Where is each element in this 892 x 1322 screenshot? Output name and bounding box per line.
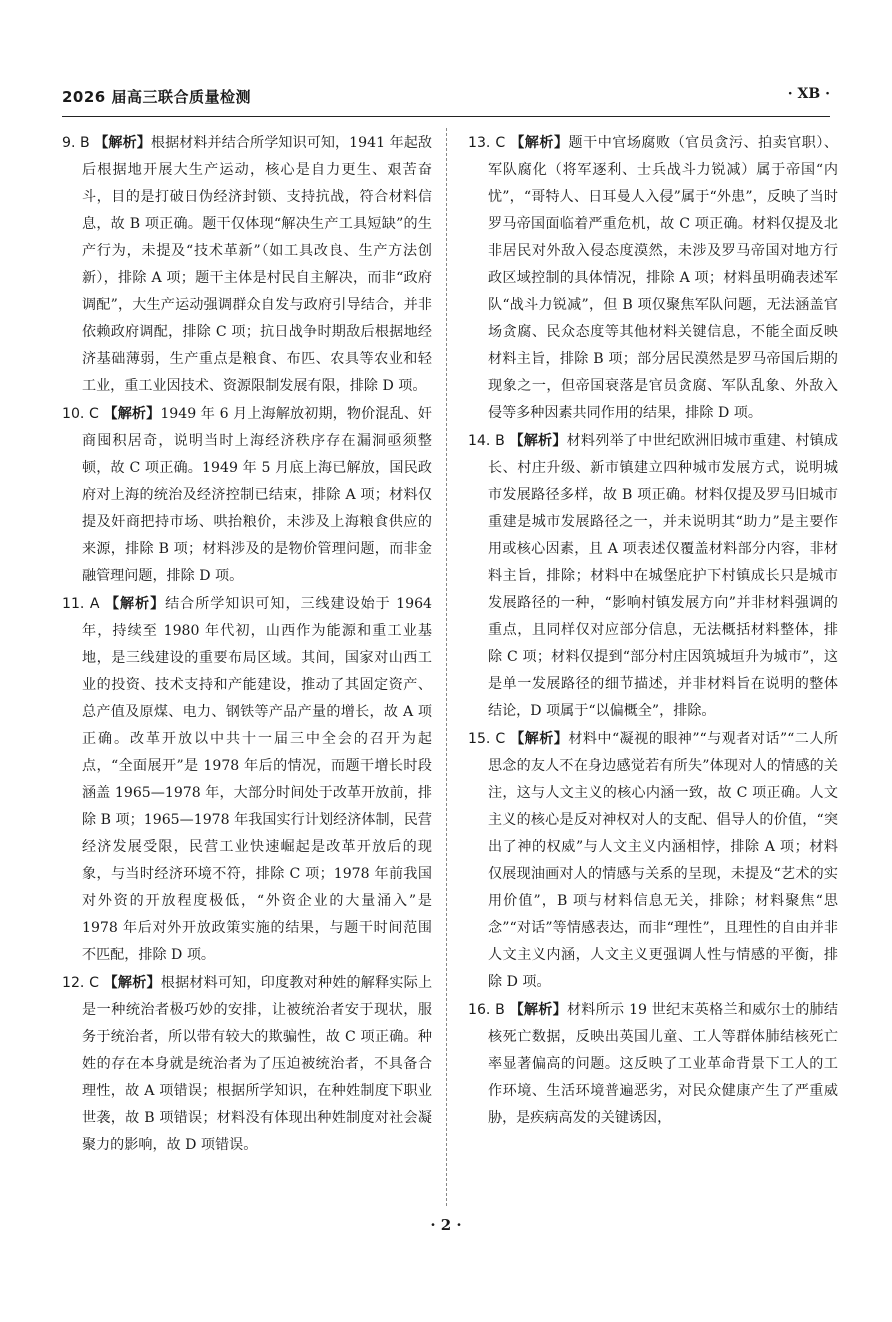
exam-title: 2026 届高三联合质量检测 [62, 88, 251, 106]
question-number: 15. [468, 731, 491, 747]
column-divider [446, 128, 447, 1206]
analysis-text: 题干中官场腐败（官员贪污、拍卖官职）、军队腐化（将军逐利、士兵战斗力锐减）属于帝国“内忧”，“哥特人、日耳曼人入侵”属于“外患”，反映了当时罗马帝国面临着严重危机，故 C 项正确。材料仅提及北非居民对外敌入侵态度漠然，未涉及罗马帝国对地方行政区域控制的具体情况，排除 A 项；材料虽明确表述军队“战斗力锐减”，但 B 项仅聚焦军队问题，无法涵盖官场贪腐、民众态度等其他材料关键信息，不能全面反映材料主旨，排除 B 项；部分居民漠然是罗马帝国后期的现象之一，但帝国衰落是官员贪腐、军队乱象、外敌入侵等多种因素共同作用的结果，排除 D 项。 [488, 135, 839, 421]
question-item [468, 130, 838, 427]
answer-letter: B [495, 1002, 505, 1018]
question-number: 9. [62, 135, 76, 151]
analysis-text: 材料所示 19 世纪末英格兰和威尔士的肺结核死亡数据，反映出英国儿童、工人等群体肺结核死亡率显著偏高的问题。这反映了工业革命背景下工人的工作环境、生活环境普遍恶劣，对民众健康产生了严重威胁，是疾病高发的关键诱因， [488, 1002, 838, 1126]
analysis-text: 材料中“凝视的眼神”“与观者对话”“二人所思念的友人不在身边感觉若有所失”体现对人的情感的关注，这与人文主义的核心内涵一致，故 C 项正确。人文主义的核心是反对神权对人的支配、倡导人的价值，“突出了神的权威”与人文主义内涵相悖，排除 A 项；材料仅展现油画对人的情感与关系的呈现，未提及“艺术的实用价值”，B 项与材料信息无关，排除；材料聚焦“思念”“对话”等情感表达，而非“理性”，且理性的自由并非人文主义内涵，人文主义更强调人性与情感的平衡，排除 D 项。 [488, 731, 838, 990]
analysis-text: 结合所学知识可知，三线建设始于 1964 年，持续至 1980 年代初，山西作为能源和重工业基地，是三线建设的重要布局区域。其间，国家对山西工业的投资、技术支持和产能建设，推动了其固定资产、总产值及原煤、电力、钢铁等产品产量的增长，故 A 项正确。改革开放以中共十一届三中全会的召开为起点，“全面展开”是 1978 年后的情况，而题干增长时段涵盖 1965—1978 年，大部分时间处于改革开放前，排除 B 项；1965—1978 年我国实行计划经济体制，民营经济发展受限，民营工业快速崛起是改革开放后的现象，与当时经济环境不符，排除 C 项；1978 年前我国对外资的开放程度极低，“外资企业的大量涌入”是 1978 年后对外开放政策实施的结果，与题干时间范围不匹配，排除 D 项。 [82, 596, 433, 963]
analysis-text: 1949 年 6 月上海解放初期，物价混乱、奸商囤积居奇，说明当时上海经济秩序存在漏洞亟须整顿，故 C 项正确。1949 年 5 月底上海已解放，国民政府对上海的统治及经济控制已结束，排除 A 项；材料仅提及奸商把持市场、哄抬粮价，未涉及上海粮食供应的来源，排除 B 项；材料涉及的是物价管理问题，而非金融管理问题，排除 D 项。 [82, 406, 433, 584]
analysis-text: 根据材料并结合所学知识可知，1941 年起敌后根据地开展大生产运动，核心是自力更生、艰苦奋斗，目的是打破日伪经济封锁、支持抗战，符合材料信息，故 B 项正确。题干仅体现“解决生产工具短缺”的生产行为，未提及“技术革新”（如工具改良、生产方法创新），排除 A 项；题干主体是村民自主解决，而非“政府调配”，大生产运动强调群众自发与政府引导结合，并非依赖政府调配，排除 C 项；抗日战争时期敌后根据地经济基础薄弱，生产重点是粮食、布匹、农具等农业和轻工业，重工业因技术、资源限制发展有限，排除 D 项。 [82, 135, 433, 394]
page-number: · 2 · [430, 1216, 462, 1234]
analysis-tag: 【解析】 [510, 731, 569, 747]
answer-letter: C [495, 731, 506, 747]
analysis-tag: 【解析】 [509, 1002, 567, 1018]
analysis-tag: 【解析】 [510, 135, 569, 151]
answer-letter: B [80, 135, 90, 151]
right-column [468, 130, 838, 1133]
question-item [62, 130, 432, 400]
analysis-tag: 【解析】 [103, 975, 161, 991]
question-item [62, 591, 432, 969]
answer-letter: A [89, 596, 100, 612]
question-item [468, 428, 838, 725]
answer-letter: B [495, 433, 505, 449]
analysis-tag: 【解析】 [94, 135, 151, 151]
question-number: 14. [468, 433, 491, 449]
answer-letter: C [89, 975, 99, 991]
analysis-tag: 【解析】 [103, 406, 161, 422]
question-number: 10. [62, 406, 85, 422]
exam-code: · XB · [787, 86, 830, 102]
question-number: 11. [62, 596, 85, 612]
question-item [468, 726, 838, 996]
page-header [62, 82, 830, 117]
left-column [62, 130, 432, 1160]
analysis-tag: 【解析】 [509, 433, 567, 449]
answer-letter: C [89, 406, 99, 422]
question-number: 16. [468, 1002, 491, 1018]
answer-letter: C [495, 135, 506, 151]
question-item [468, 997, 838, 1132]
question-number: 13. [468, 135, 491, 151]
analysis-text: 材料列举了中世纪欧洲旧城市重建、村镇成长、村庄升级、新市镇建立四种城市发展方式，说明城市发展路径多样，故 B 项正确。材料仅提及罗马旧城市重建是城市发展路径之一，并未说明其“助力”是主要作用或核心因素，且 A 项表述仅覆盖材料部分内容，非材料主旨，排除；材料中在城堡庇护下村镇成长只是城市发展路径的一种，“影响村镇发展方向”并非材料强调的重点，且同样仅对应部分信息，无法概括材料整体，排除 C 项；材料仅提到“部分村庄因筑城垣升为城市”，这是单一发展路径的细节描述，并非材料旨在说明的整体结论，D 项属于“以偏概全”，排除。 [488, 433, 839, 719]
analysis-text: 根据材料可知，印度教对种姓的解释实际上是一种统治者极巧妙的安排，让被统治者安于现状，服务于统治者，所以带有较大的欺骗性，故 C 项正确。种姓的存在本身就是统治者为了压迫被统治者，不具备合理性，故 A 项错误；根据所学知识，在种姓制度下职业世袭，故 B 项错误；材料没有体现出种姓制度对社会凝聚力的影响，故 D 项错误。 [82, 975, 433, 1153]
analysis-tag: 【解析】 [104, 596, 166, 612]
question-item [62, 401, 432, 590]
question-item [62, 970, 432, 1159]
question-number: 12. [62, 975, 85, 991]
